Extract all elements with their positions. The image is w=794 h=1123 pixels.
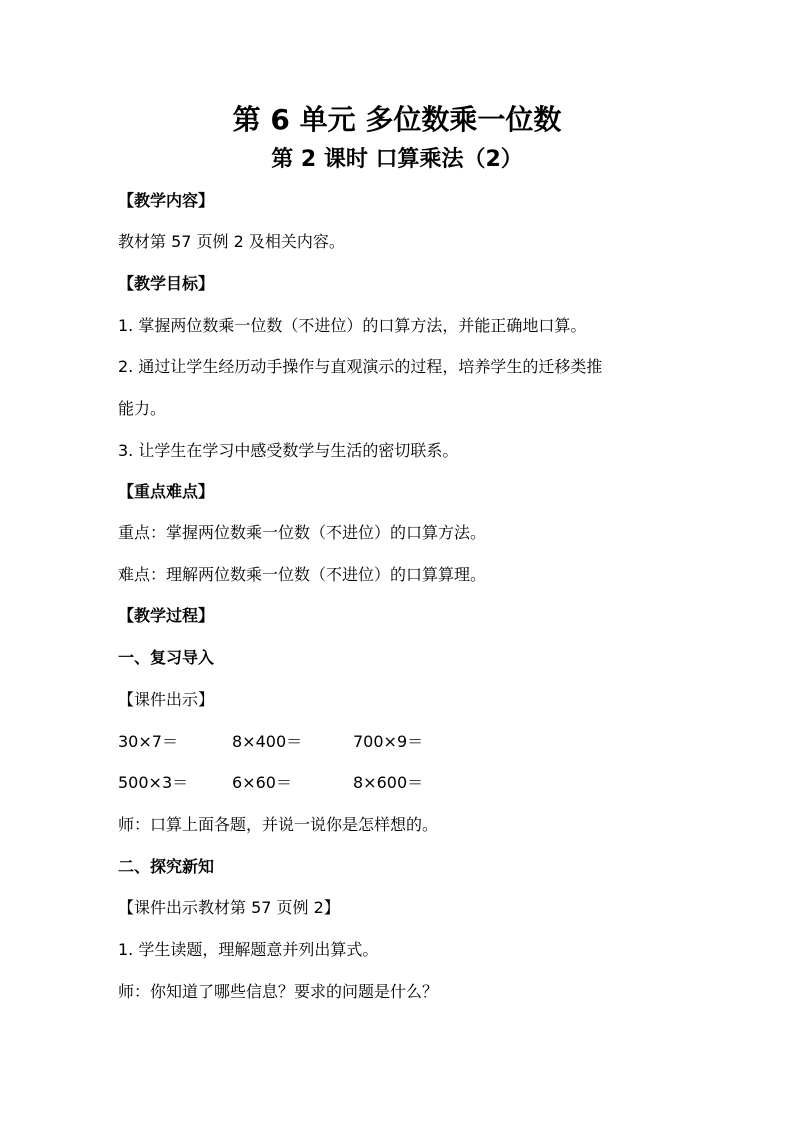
courseware-2-heading: 【课件出示教材第 57 页例 2】 — [118, 898, 340, 917]
courseware-heading: 【课件出示】 — [118, 690, 215, 709]
part-1-heading: 一、复习导入 — [118, 648, 215, 667]
process-heading: 【教学过程】 — [118, 606, 215, 625]
content-text: 教材第 57 页例 2 及相关内容。 — [118, 232, 345, 251]
step-1: 1. 学生读题，理解题意并列出算式。 — [118, 940, 379, 959]
lesson-subtitle: 第 2 课时 口算乘法（2） — [271, 147, 523, 172]
difficult-point: 难点：理解两位数乘一位数（不进位）的口算算理。 — [118, 565, 487, 584]
exercise-2-1: 500×3＝ — [118, 773, 189, 792]
goals-heading: 【教学目标】 — [118, 274, 215, 293]
part-2-heading: 二、探究新知 — [118, 857, 215, 876]
exercise-2-3: 8×600＝ — [353, 773, 424, 792]
teacher-prompt-1: 师：口算上面各题，并说一说你是怎样想的。 — [118, 815, 439, 834]
content-heading: 【教学内容】 — [118, 191, 215, 210]
teacher-prompt-2: 师：你知道了哪些信息？要求的问题是什么？ — [118, 982, 439, 1001]
key-difficult-heading: 【重点难点】 — [118, 482, 215, 501]
page-title: 第 6 单元 多位数乘一位数 — [232, 103, 562, 136]
exercise-1-2: 8×400＝ — [232, 732, 303, 751]
exercise-1-1: 30×7＝ — [118, 732, 178, 751]
goal-1: 1. 掌握两位数乘一位数（不进位）的口算方法，并能正确地口算。 — [118, 316, 587, 335]
goal-3: 3. 让学生在学习中感受数学与生活的密切联系。 — [118, 441, 459, 460]
goal-2-line-2: 能力。 — [118, 399, 167, 418]
exercise-1-3: 700×9＝ — [353, 732, 424, 751]
key-point: 重点：掌握两位数乘一位数（不进位）的口算方法。 — [118, 523, 487, 542]
exercise-2-2: 6×60＝ — [232, 773, 292, 792]
goal-2-line-1: 2. 通过让学生经历动手操作与直观演示的过程，培养学生的迁移类推 — [118, 357, 603, 376]
